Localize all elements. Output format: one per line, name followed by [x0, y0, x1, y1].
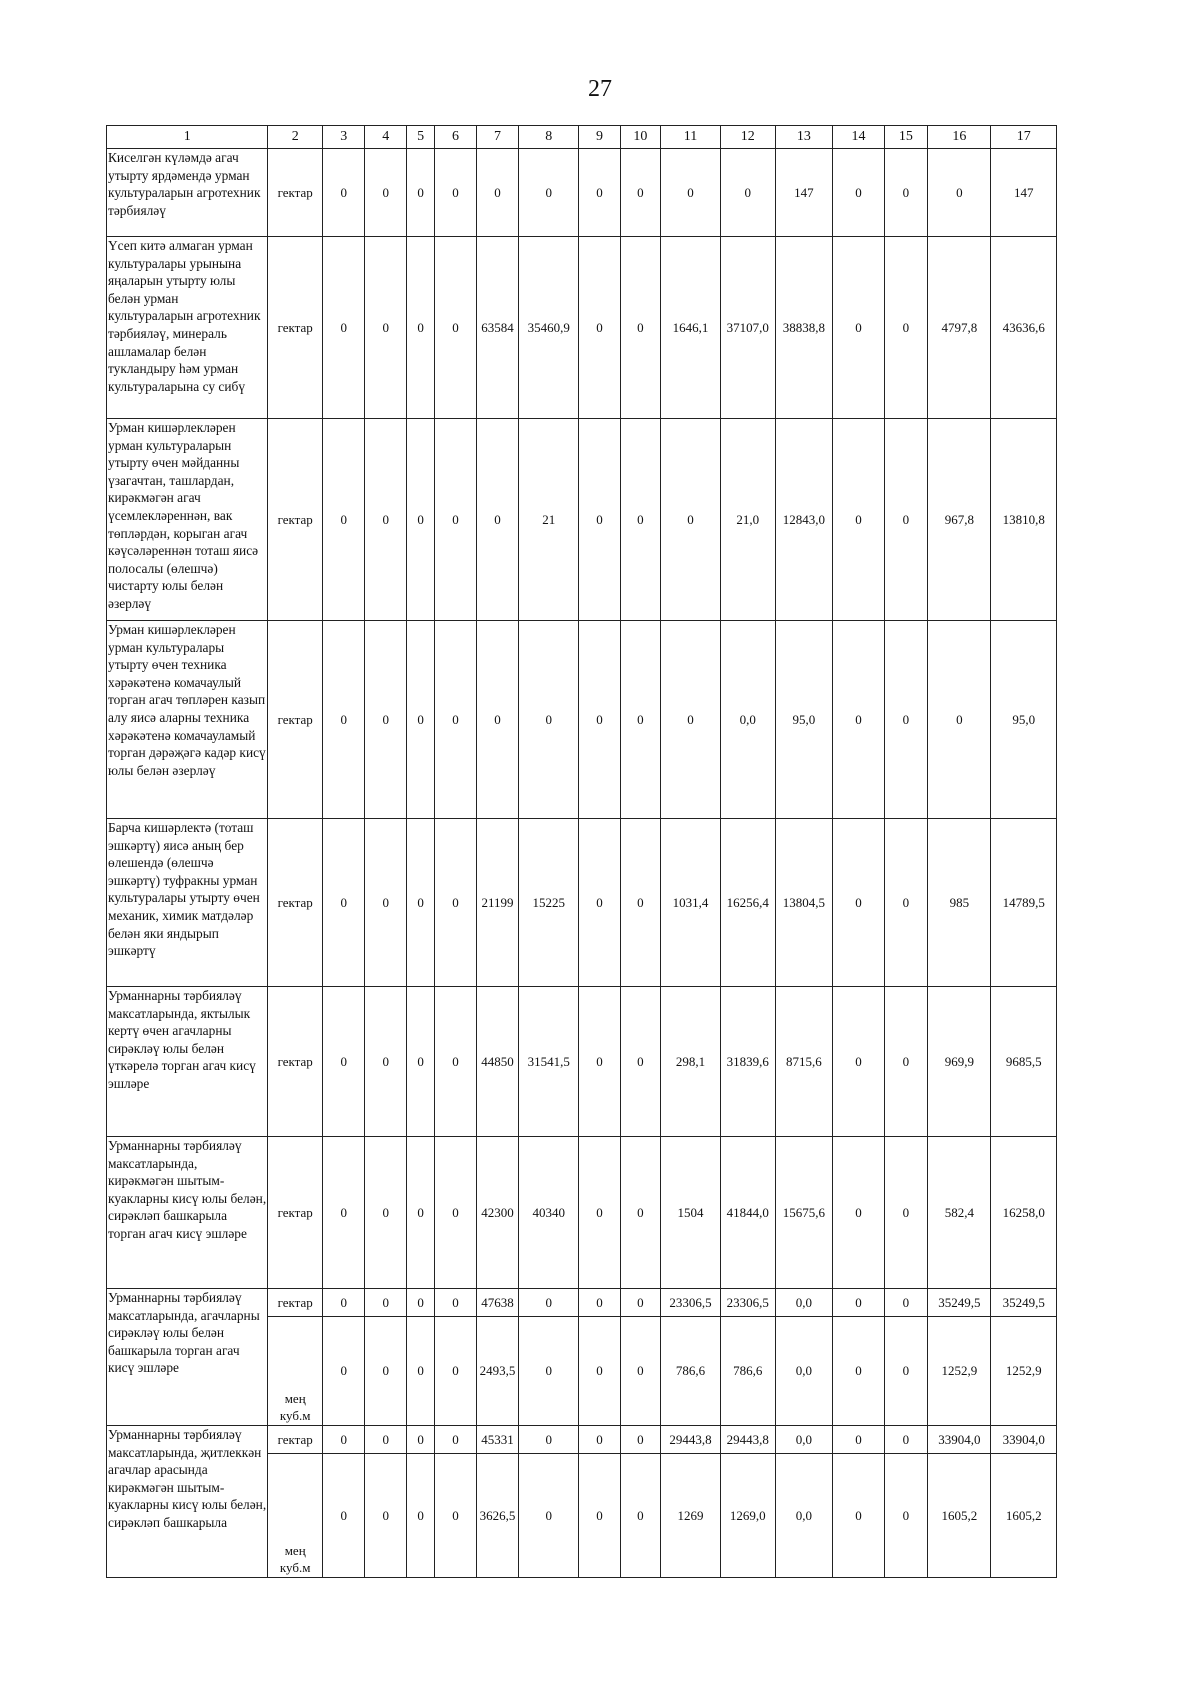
value-cell: 0: [519, 1289, 579, 1317]
column-header: 11: [661, 126, 721, 149]
value-cell: 0: [365, 1426, 406, 1454]
value-cell: 45331: [476, 1426, 519, 1454]
value-cell: 0: [435, 1317, 476, 1426]
value-cell: 0: [435, 987, 476, 1137]
value-cell: 0: [406, 1289, 434, 1317]
value-cell: 16258,0: [991, 1137, 1057, 1289]
page-number: 27: [588, 76, 612, 102]
value-cell: 0: [365, 621, 406, 819]
value-cell: 23306,5: [720, 1289, 775, 1317]
value-cell: 21199: [476, 819, 519, 987]
value-cell: 0: [365, 237, 406, 419]
work-description-cell: Киселгән күләмдә агач утырту ярдәмендә урман культураларын агротехник тәрбияләү: [107, 149, 268, 237]
work-description-cell: Урманнарны тәрбияләү максатларында, яктылык кертү өчен агачларны сирәкләү юлы белән үткәрелә торган агач кисү эшләре: [107, 987, 268, 1137]
value-cell: 0: [620, 1289, 660, 1317]
header-row: [107, 126, 1057, 149]
value-cell: 0: [884, 987, 928, 1137]
value-cell: 0: [365, 987, 406, 1137]
value-cell: 0: [579, 621, 620, 819]
value-cell: 0: [406, 419, 434, 621]
unit-cell: гектар: [268, 1137, 323, 1289]
value-cell: 0: [833, 1317, 884, 1426]
value-cell: 0: [579, 1137, 620, 1289]
column-header: 1: [107, 126, 268, 149]
value-cell: 0: [365, 819, 406, 987]
value-cell: 2493,5: [476, 1317, 519, 1426]
value-cell: 1605,2: [928, 1454, 991, 1578]
value-cell: 0: [435, 819, 476, 987]
column-header: 17: [991, 126, 1057, 149]
value-cell: 0: [884, 621, 928, 819]
value-cell: 0: [365, 1289, 406, 1317]
value-cell: 0: [620, 149, 660, 237]
column-header: 10: [620, 126, 660, 149]
value-cell: 0: [661, 621, 721, 819]
value-cell: 0: [365, 1454, 406, 1578]
value-cell: 35460,9: [519, 237, 579, 419]
value-cell: 0: [519, 149, 579, 237]
value-cell: 0: [720, 149, 775, 237]
value-cell: 15225: [519, 819, 579, 987]
value-cell: 0: [406, 237, 434, 419]
value-cell: 0: [519, 621, 579, 819]
value-cell: 0: [406, 1317, 434, 1426]
value-cell: 0: [322, 1426, 365, 1454]
value-cell: 0: [833, 149, 884, 237]
value-cell: 0: [620, 1317, 660, 1426]
value-cell: 0: [365, 1137, 406, 1289]
value-cell: 582,4: [928, 1137, 991, 1289]
value-cell: 0: [884, 1289, 928, 1317]
column-header: 14: [833, 126, 884, 149]
value-cell: 0: [579, 1317, 620, 1426]
value-cell: 0: [322, 1289, 365, 1317]
value-cell: 14789,5: [991, 819, 1057, 987]
value-cell: 1031,4: [661, 819, 721, 987]
table-row: [107, 1137, 1057, 1289]
value-cell: 23306,5: [661, 1289, 721, 1317]
work-description-cell: Урманнарны тәрбияләү максатларында, агачларны сирәкләү юлы белән башкарыла торган агач кисү эшләре: [107, 1289, 268, 1426]
value-cell: 0,0: [775, 1426, 833, 1454]
value-cell: 0: [365, 1317, 406, 1426]
value-cell: 21,0: [720, 419, 775, 621]
value-cell: 0: [322, 149, 365, 237]
value-cell: 0: [884, 1454, 928, 1578]
value-cell: 0: [833, 1289, 884, 1317]
table-row: [107, 1289, 1057, 1317]
value-cell: 13804,5: [775, 819, 833, 987]
value-cell: 0,0: [775, 1454, 833, 1578]
unit-cell: гектар: [268, 819, 323, 987]
value-cell: 985: [928, 819, 991, 987]
column-header: 6: [435, 126, 476, 149]
work-description-cell: Урман кишәрлекләрен урман культуралары утырту өчен техника хәрәкәтенә комачаулый торган агач төпләрен казып алу яисә аларны техника хәрәкәтенә комачауламый торган дәрәҗәгә кадәр кисү юлы белән әзерләү: [107, 621, 268, 819]
work-description-cell: Барча кишәрлектә (тоташ эшкәртү) яисә аның бер өлешендә (өлешчә эшкәртү) туфракны урман культуралары утырту өчен механик, химик матдәләр белән яки яндырып эшкәртү: [107, 819, 268, 987]
work-description-cell: Урман кишәрлекләрен урман культураларын утырту өчен мәйданны үзагачтан, ташлардан, кирәкмәгән агач үсемлекләреннән, вак төпләрдән, корыган агач кәүсәләреннән тоташ яисә полосалы (өлешчә) чистарту юлы белән әзерләү: [107, 419, 268, 621]
value-cell: 0: [884, 419, 928, 621]
value-cell: 0: [476, 149, 519, 237]
value-cell: 0: [833, 987, 884, 1137]
column-header: 12: [720, 126, 775, 149]
table-row: [107, 819, 1057, 987]
value-cell: 0: [620, 1426, 660, 1454]
unit-cell: гектар: [268, 1289, 323, 1317]
value-cell: 1269,0: [720, 1454, 775, 1578]
column-header: 2: [268, 126, 323, 149]
work-description-cell: Урманнарны тәрбияләү максатларында, җитлеккән агачлар арасында кирәкмәгән шытым-куакларны кисү юлы белән, сирәкләп башкарыла: [107, 1426, 268, 1578]
value-cell: 786,6: [661, 1317, 721, 1426]
value-cell: 1252,9: [928, 1317, 991, 1426]
table-row: [107, 1426, 1057, 1454]
work-description-cell: Үсеп китә алмаган урман культуралары урынына яңаларын утырту юлы белән урман культураларын агротехник тәрбияләү, минераль ашламалар белән тукландыру һәм урман культураларына су сибү: [107, 237, 268, 419]
value-cell: 1269: [661, 1454, 721, 1578]
value-cell: 0: [406, 819, 434, 987]
value-cell: 0: [579, 149, 620, 237]
table-row: [107, 419, 1057, 621]
value-cell: 41844,0: [720, 1137, 775, 1289]
value-cell: 1252,9: [991, 1317, 1057, 1426]
value-cell: 13810,8: [991, 419, 1057, 621]
value-cell: 47638: [476, 1289, 519, 1317]
value-cell: 0: [928, 621, 991, 819]
value-cell: 1646,1: [661, 237, 721, 419]
column-header: 8: [519, 126, 579, 149]
value-cell: 0: [322, 621, 365, 819]
value-cell: 0: [435, 621, 476, 819]
value-cell: 0: [435, 419, 476, 621]
unit-cell: мең куб.м: [268, 1454, 323, 1578]
value-cell: 15675,6: [775, 1137, 833, 1289]
value-cell: 12843,0: [775, 419, 833, 621]
value-cell: 0: [519, 1426, 579, 1454]
value-cell: 0: [928, 149, 991, 237]
value-cell: 63584: [476, 237, 519, 419]
unit-cell: гектар: [268, 237, 323, 419]
value-cell: 0: [620, 1137, 660, 1289]
column-header: 15: [884, 126, 928, 149]
value-cell: 969,9: [928, 987, 991, 1137]
value-cell: 0,0: [775, 1317, 833, 1426]
column-header: 9: [579, 126, 620, 149]
column-header: 13: [775, 126, 833, 149]
value-cell: 0,0: [775, 1289, 833, 1317]
column-header: 5: [406, 126, 434, 149]
value-cell: 0: [365, 419, 406, 621]
value-cell: 0: [406, 987, 434, 1137]
table-row: [107, 237, 1057, 419]
value-cell: 0: [620, 1454, 660, 1578]
value-cell: 0: [519, 1317, 579, 1426]
table-row: [107, 621, 1057, 819]
value-cell: 0: [620, 419, 660, 621]
value-cell: 967,8: [928, 419, 991, 621]
value-cell: 0: [406, 621, 434, 819]
value-cell: 31541,5: [519, 987, 579, 1137]
value-cell: 0: [519, 1454, 579, 1578]
value-cell: 0: [322, 1137, 365, 1289]
value-cell: 0: [322, 1454, 365, 1578]
value-cell: 0: [884, 237, 928, 419]
value-cell: 33904,0: [928, 1426, 991, 1454]
value-cell: 42300: [476, 1137, 519, 1289]
value-cell: 0: [406, 1454, 434, 1578]
table-body: [107, 126, 1057, 1578]
value-cell: 0: [661, 419, 721, 621]
value-cell: 0: [322, 419, 365, 621]
value-cell: 0: [322, 819, 365, 987]
value-cell: 0: [476, 621, 519, 819]
value-cell: 0: [406, 1426, 434, 1454]
value-cell: 0: [833, 237, 884, 419]
value-cell: 0: [579, 987, 620, 1137]
value-cell: 31839,6: [720, 987, 775, 1137]
value-cell: 29443,8: [661, 1426, 721, 1454]
data-table: [106, 125, 1057, 1578]
value-cell: 1605,2: [991, 1454, 1057, 1578]
unit-cell: гектар: [268, 987, 323, 1137]
value-cell: 35249,5: [991, 1289, 1057, 1317]
value-cell: 35249,5: [928, 1289, 991, 1317]
value-cell: 37107,0: [720, 237, 775, 419]
value-cell: 0,0: [720, 621, 775, 819]
value-cell: 0: [435, 1454, 476, 1578]
column-header: 7: [476, 126, 519, 149]
value-cell: 1504: [661, 1137, 721, 1289]
unit-cell: гектар: [268, 149, 323, 237]
column-header: 3: [322, 126, 365, 149]
value-cell: 0: [579, 1426, 620, 1454]
value-cell: 0: [620, 819, 660, 987]
value-cell: 0: [833, 419, 884, 621]
value-cell: 0: [579, 1289, 620, 1317]
value-cell: 4797,8: [928, 237, 991, 419]
value-cell: 0: [833, 621, 884, 819]
value-cell: 21: [519, 419, 579, 621]
unit-cell: гектар: [268, 419, 323, 621]
value-cell: 786,6: [720, 1317, 775, 1426]
unit-cell: гектар: [268, 1426, 323, 1454]
value-cell: 0: [322, 1317, 365, 1426]
value-cell: 0: [365, 149, 406, 237]
value-cell: 0: [620, 621, 660, 819]
unit-cell: мең куб.м: [268, 1317, 323, 1426]
value-cell: 0: [435, 149, 476, 237]
table-row: [107, 149, 1057, 237]
value-cell: 9685,5: [991, 987, 1057, 1137]
value-cell: 298,1: [661, 987, 721, 1137]
value-cell: 147: [775, 149, 833, 237]
value-cell: 0: [620, 237, 660, 419]
value-cell: 43636,6: [991, 237, 1057, 419]
value-cell: 3626,5: [476, 1454, 519, 1578]
value-cell: 0: [661, 149, 721, 237]
value-cell: 0: [620, 987, 660, 1137]
work-description-cell: Урманнарны тәрбияләү максатларында, кирәкмәгән шытым-куакларны кисү юлы белән, сирәкләп башкарыла торган агач кисү эшләре: [107, 1137, 268, 1289]
value-cell: 0: [435, 237, 476, 419]
value-cell: 0: [579, 419, 620, 621]
table-row: [107, 987, 1057, 1137]
value-cell: 0: [833, 819, 884, 987]
value-cell: 33904,0: [991, 1426, 1057, 1454]
value-cell: 0: [579, 1454, 620, 1578]
value-cell: 0: [884, 819, 928, 987]
value-cell: 0: [322, 987, 365, 1137]
value-cell: 95,0: [991, 621, 1057, 819]
value-cell: 0: [833, 1426, 884, 1454]
value-cell: 16256,4: [720, 819, 775, 987]
value-cell: 40340: [519, 1137, 579, 1289]
value-cell: 0: [435, 1289, 476, 1317]
value-cell: 147: [991, 149, 1057, 237]
value-cell: 44850: [476, 987, 519, 1137]
value-cell: 0: [884, 1317, 928, 1426]
value-cell: 0: [884, 1137, 928, 1289]
value-cell: 38838,8: [775, 237, 833, 419]
value-cell: 0: [435, 1426, 476, 1454]
value-cell: 0: [406, 149, 434, 237]
value-cell: 0: [579, 237, 620, 419]
value-cell: 0: [322, 237, 365, 419]
value-cell: 0: [833, 1137, 884, 1289]
value-cell: 0: [884, 149, 928, 237]
column-header: 16: [928, 126, 991, 149]
unit-cell: гектар: [268, 621, 323, 819]
value-cell: 0: [476, 419, 519, 621]
value-cell: 0: [406, 1137, 434, 1289]
value-cell: 95,0: [775, 621, 833, 819]
value-cell: 0: [833, 1454, 884, 1578]
value-cell: 0: [435, 1137, 476, 1289]
value-cell: 29443,8: [720, 1426, 775, 1454]
value-cell: 0: [884, 1426, 928, 1454]
value-cell: 8715,6: [775, 987, 833, 1137]
column-header: 4: [365, 126, 406, 149]
value-cell: 0: [579, 819, 620, 987]
